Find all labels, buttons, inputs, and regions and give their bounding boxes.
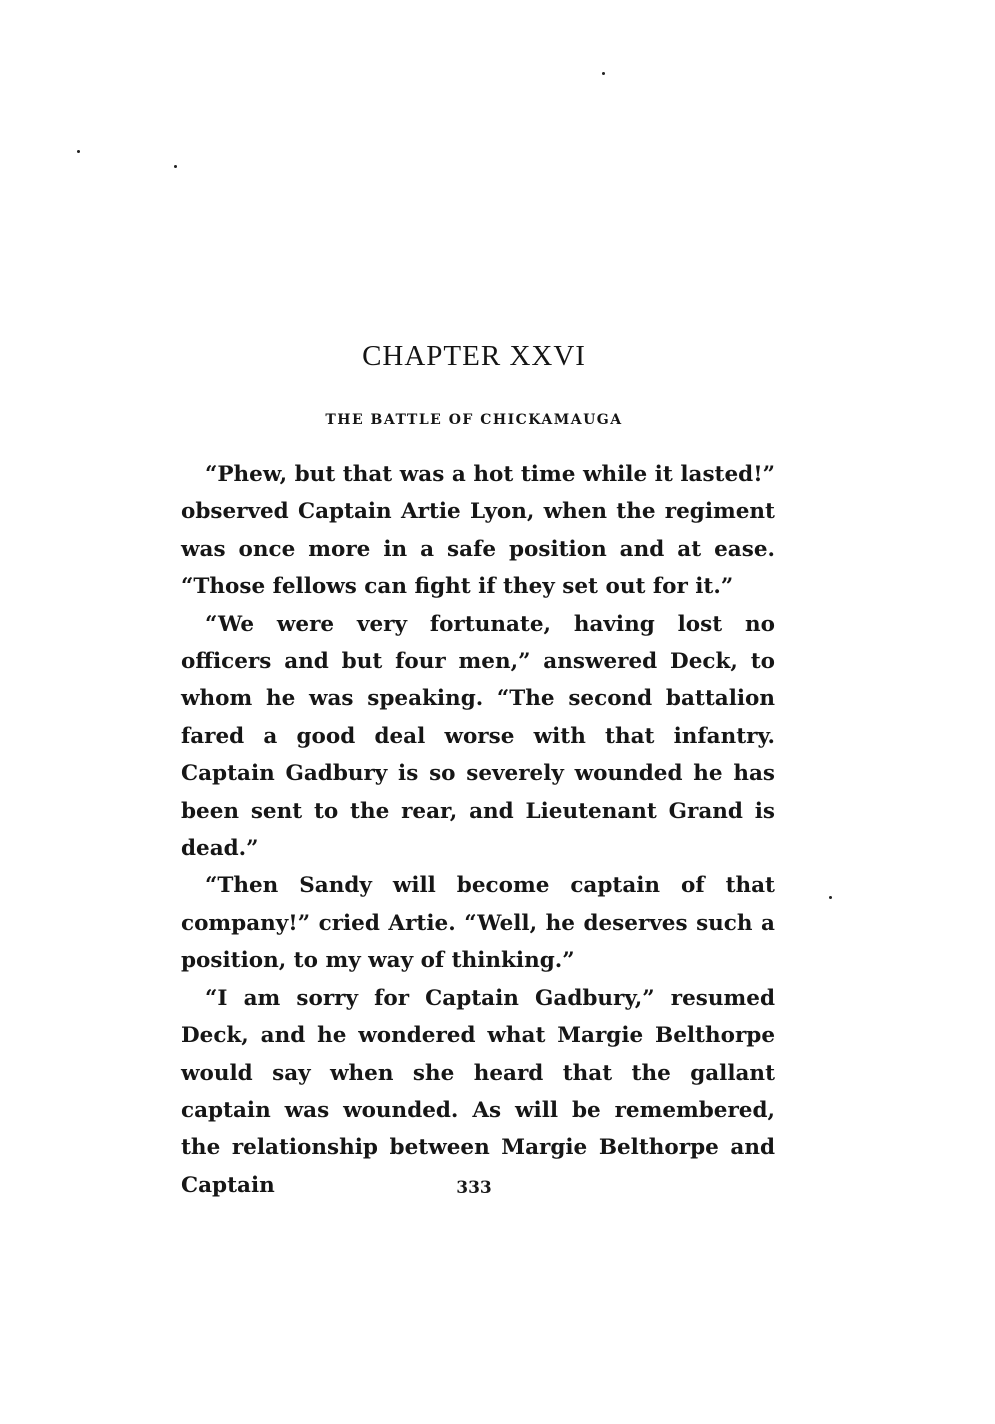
page-number: 333: [456, 1178, 492, 1198]
chapter-heading: CHAPTER XXVI: [362, 340, 586, 372]
chapter-body: [181, 456, 775, 1204]
chapter-subtitle: THE BATTLE OF CHICKAMAUGA: [325, 412, 623, 428]
scan-speck: [77, 150, 80, 153]
scan-speck: [174, 165, 177, 168]
scan-speck: [602, 72, 605, 75]
paragraph: “Then Sandy will become captain of that company!” cried Artie. “Well, he deserves such a position, to my way of thinking.”: [181, 873, 775, 974]
paragraph: “We were very fortunate, having lost no officers and but four men,” answered Deck, to whom he was speaking. “The second battalion fared a good deal worse with that infantry. Captain Gadbury is so severely wounded he has been sent to the rear, and Lieutenant Grand is dead.”: [181, 611, 775, 862]
paragraph: “Phew, but that was a hot time while it lasted!” observed Captain Artie Lyon, when the regiment was once more in a safe position and at ease. “Those fellows can fight if they set out for it.”: [181, 462, 775, 600]
scan-speck: [829, 896, 832, 899]
paragraph: “I am sorry for Captain Gadbury,” resumed Deck, and he wondered what Margie Belthorpe would say when she heard that the gallant captain was wounded. As will be remembered, the relationship between Margie Belthorpe and Captain: [181, 985, 775, 1198]
